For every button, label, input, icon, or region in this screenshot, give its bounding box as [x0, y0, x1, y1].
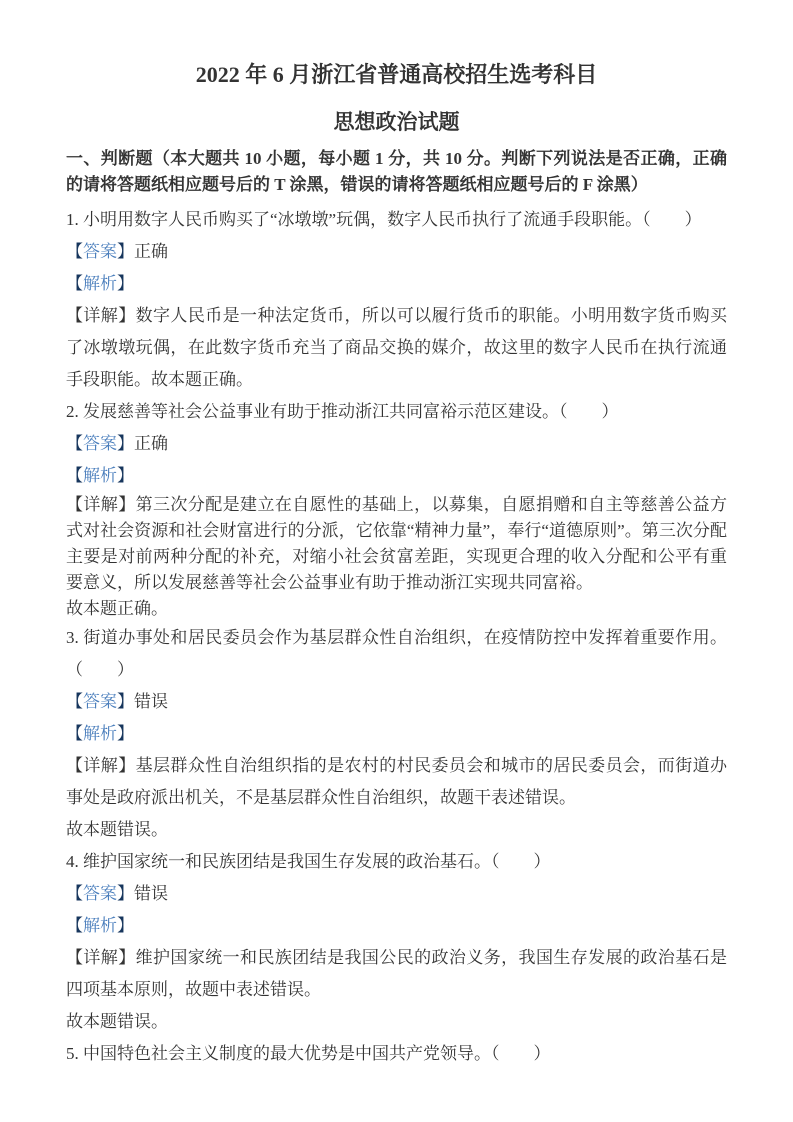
conclusion-line: 故本题错误。: [66, 820, 168, 839]
question-block-5: [66, 1038, 727, 1070]
bracket-close: 】: [118, 948, 136, 967]
answer-line: [66, 428, 727, 460]
bracket-open: 【: [66, 692, 83, 711]
bracket-close: 】: [118, 756, 136, 775]
question-block-4: [66, 846, 727, 1038]
detail-label: 详解: [83, 756, 119, 775]
analysis-label: 解析: [83, 916, 117, 935]
analysis-line: [66, 910, 727, 942]
conclusion-line: 故本题正确。: [66, 599, 168, 618]
detail-line: [66, 942, 727, 1006]
bracket-open: 【: [66, 948, 84, 967]
bracket-close: 】: [117, 884, 134, 903]
detail-line: [66, 300, 727, 396]
detail-text: 数字人民币是一种法定货币，所以可以履行货币的职能。小明用数字货币购买了冰墩墩玩偶，在此数字货币充当了商品交换的媒介，故这里的数字人民币在执行流通手段职能。故本题正确。: [66, 306, 728, 389]
analysis-line: [66, 718, 727, 750]
bracket-open: 【: [66, 724, 83, 743]
detail-label: 详解: [83, 306, 119, 325]
analysis-line: [66, 460, 727, 492]
detail-label: 详解: [83, 495, 119, 514]
detail-text: 维护国家统一和民族团结是我国公民的政治义务，我国生存发展的政治基石是四项基本原则，故题中表述错误。: [66, 948, 728, 999]
detail-label: 详解: [83, 948, 119, 967]
conclusion-line: 故本题错误。: [66, 1012, 168, 1031]
question-block-3: [66, 622, 727, 846]
analysis-label: 解析: [83, 274, 117, 293]
bracket-open: 【: [66, 434, 83, 453]
bracket-open: 【: [66, 916, 83, 935]
question-block-2: [66, 396, 727, 622]
bracket-open: 【: [66, 884, 83, 903]
answer-value: 正确: [134, 434, 168, 453]
section-heading: 一、判断题（本大题共 10 小题，每小题 1 分，共 10 分。判断下列说法是否正确，正确的请将答题纸相应题号后的 T 涂黑，错误的请将答题纸相应题号后的 F 涂黑）: [66, 149, 727, 194]
bracket-open: 【: [66, 466, 83, 485]
answer-value: 错误: [134, 692, 168, 711]
bracket-open: 【: [66, 242, 83, 261]
question-stem: 3. 街道办事处和居民委员会作为基层群众性自治组织，在疫情防控中发挥着重要作用。（ ）: [66, 628, 727, 679]
page-title: 2022 年 6 月浙江省普通高校招生选考科目: [195, 62, 598, 87]
bracket-open: 【: [66, 756, 84, 775]
answer-label: 答案: [83, 242, 117, 261]
analysis-label: 解析: [83, 724, 117, 743]
question-stem: 1. 小明用数字人民币购买了“冰墩墩”玩偶，数字人民币执行了流通手段职能。（ ）: [66, 210, 702, 229]
question-stem: 4. 维护国家统一和民族团结是我国生存发展的政治基石。（ ）: [66, 852, 551, 871]
analysis-label: 解析: [83, 466, 117, 485]
detail-line: [66, 750, 727, 814]
answer-line: [66, 878, 727, 910]
answer-value: 错误: [134, 884, 168, 903]
detail-line: [66, 492, 727, 596]
detail-text: 第三次分配是建立在自愿性的基础上，以募集，自愿捐赠和自主等慈善公益方式对社会资源和社会财富进行的分派，它依靠“精神力量”，奉行“道德原则”。第三次分配主要是对前两种分配的补充，对缩小社会贫富差距，实现更合理的收入分配和公平有重要意义，所以发展慈善等社会公益事业有助于推动浙江实现共同富裕。: [66, 495, 728, 592]
bracket-close: 】: [117, 692, 134, 711]
question-stem: 5. 中国特色社会主义制度的最大优势是中国共产党领导。（ ）: [66, 1044, 551, 1063]
question-stem: 2. 发展慈善等社会公益事业有助于推动浙江共同富裕示范区建设。（ ）: [66, 402, 619, 421]
answer-value: 正确: [134, 242, 168, 261]
bracket-close: 】: [117, 466, 134, 485]
bracket-close: 】: [117, 434, 134, 453]
bracket-close: 】: [118, 495, 136, 514]
bracket-open: 【: [66, 274, 83, 293]
question-block-1: [66, 204, 727, 396]
bracket-close: 】: [117, 916, 134, 935]
bracket-close: 】: [117, 274, 134, 293]
bracket-open: 【: [66, 306, 84, 325]
answer-line: [66, 686, 727, 718]
answer-label: 答案: [83, 434, 117, 453]
page-subtitle: 思想政治试题: [333, 110, 460, 134]
analysis-line: [66, 268, 727, 300]
bracket-close: 】: [118, 306, 136, 325]
bracket-close: 】: [117, 724, 134, 743]
bracket-open: 【: [66, 495, 84, 514]
detail-text: 基层群众性自治组织指的是农村的村民委员会和城市的居民委员会，而街道办事处是政府派出机关，不是基层群众性自治组织，故题干表述错误。: [66, 756, 728, 807]
answer-label: 答案: [83, 692, 117, 711]
bracket-close: 】: [117, 242, 134, 261]
answer-line: [66, 236, 727, 268]
answer-label: 答案: [83, 884, 117, 903]
